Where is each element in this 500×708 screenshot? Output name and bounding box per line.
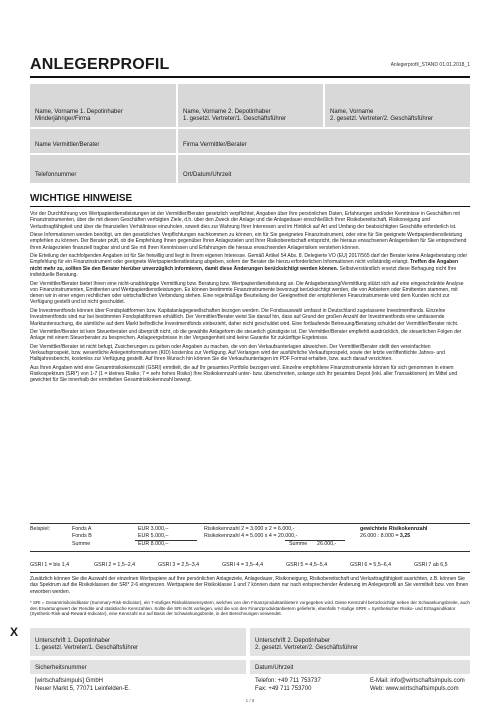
paragraph: Vor der Durchführung von Wertpapierdienstleistungen ist der Vermittler/Berater gesetzlich verpflichtet, Angaben über Ihre persönlichen Daten, Erfahrungen und/oder Kenntnisse in Geschäften mit Finanzinstrumenten, über die mit diesen Geschäften verfolgten Ziele, d.h. über den Zweck der Anlage und die Anlagedauer einschließlich Ihrer Risikobereitschaft, Risikoneigung und Verlusttragfähigkeit und über die finanziellen Verhältnisse einzuholen, soweit dies zur Wahrung Ihrer Interessen und im Hinblick auf Art und Umfang der beabsichtigten Geschäfte erforderlich ist. [30,211,460,230]
field-depotinhaber-1[interactable] [30,84,176,127]
email-link[interactable]: E-Mail: info@wirtschaftsimpuls.com [370,678,465,684]
fonds-b-amount: EUR 5.000,– [138,533,169,539]
paragraph: Der Vermittler/Berater ist nicht befugt, Zusicherungen zu geben oder Angaben zu machen, die von den Verkaufsunterlagen abweichen. Der Vermittler/Berater stellt den vereinfachten Verkaufsprospekt, bzw. wesentliche Anlegerinformationen (KID) kostenlos zur Verfügung. Auf Verlangen wird der ausführliche Verkaufsprospekt, sowie der letzte veröffentlichte Jahres- und Halbjahresbericht, kostenlos zur Verfügung gestellt. Auf Ihren Wunsch hin können Sie die Verkaufsunterlagen im PDF Format erhalten, bzw. auch darauf verzichten. [30,343,445,363]
field-label: Name, Vorname 2. Depotinhaber [183,109,271,115]
sum-amount: EUR 8.000,– [138,541,169,547]
risk-calc-4: Risikokennzahl 4 = 5.000 x 4 = 20.000,- [204,533,298,539]
example-label: Beispiel: [30,526,51,532]
field-ort-datum[interactable] [178,155,470,183]
field-sublabel: 2. gesetzl. Vertreter/2. Geschäftsführer [330,116,434,122]
gsri-item: GSRI 2 = 1,5–2,4 [94,562,136,568]
paragraph: Der Vermittler/Berater ist kein Steuerberater und überprüft nicht, ob die gewählte Anlageform die steuerlich günstigste ist. Der Vermittler/Berater empfiehlt ausdrücklich, die steuerlichen Folgen der Anlage mit einem Steuerberater zu besprechen. Anlageergebnisse in der Vergangenheit sind keine Garantie für zukünftige Ergebnisse. [30,328,462,342]
gsri-item: GSRI 1 = bis 1,4 [30,562,70,568]
divider [30,523,470,524]
field-label: Name, Vorname [330,109,374,115]
footer-phone-block [255,677,321,693]
title-divider [30,76,470,78]
gsri-item: GSRI 7 ab 6,5 [414,562,448,568]
fonds-b-label: Fonds B [72,533,92,539]
field-vermittler-name[interactable] [30,129,176,153]
field-label: Name, Vorname 1. Depotinhaber [35,109,123,115]
summe-label: Summe [72,541,91,547]
field-label: Sicherheitsnummer [35,665,87,671]
field-label: Unterschrift 2. Depotinhaber [255,638,331,644]
signature-field-1[interactable] [30,628,246,656]
paragraph: Aus Ihren Angaben wird eine Gesamtrisikokennzahl (GSRI) ermittelt, die auf Ihr gesamtes Portfolio bezogen wird. Einzelne empfohlene Finanzinstrumente können für sich genommen in einem Risikospektrum (SRI*) von 1-7 (1 = kleines Risiko; 7 = sehr hohes Risiko) Ihre Risikokennzahl unter- bzw. überschreiten, solange sich Ihr gesamtes Depot (inkl. aller Transaktionen) im Mittel und gewichtet für Sie innerhalb der ermittelten Gesamtrisikokennzahl bewegt. [30,364,458,384]
field-vermittler-firma[interactable] [178,129,470,153]
field-depotinhaber-2[interactable] [178,84,323,127]
fonds-a-amount: EUR 3.000,– [138,526,169,532]
company-address: Neuer Markt 5, 77071 Leinfelden-E. [35,686,131,692]
section-title: WICHTIGE HINWEISE [30,193,133,204]
field-label: Firma Vermittler/Berater [183,142,247,148]
field-sublabel: 1. gesetzl. Vertreter/1. Geschäftsführer [35,645,139,651]
after-body [30,576,470,597]
weighted-title: gewichtete Risikokennzahl [360,526,428,532]
footnote-text: * SRI = Gesamtrisikoindikator (Summary-Risk-Indicator), ein 7-stufiges Risikoklassensystem, welches von den Finanzproduktanbietern vorgegeben wird. Diese Kennzahl berücksichtigt neben der Schwankungsbreite, auch den Erwartungswert der Rendite und statistische Kennzahlen. Sollte die SRI nicht vorliegen, wird die von den Finanzproduktanbietern gelieferte, ebenfalls 7-stufige SRRI = Synthetischer Risiko- und Ertragsindikator (Synthetic-Risk-and-Reward-Indicator), eine Kennzahl nur auf Basis der Schwankungsbreite, in den Berechnungen verwendet. [30,600,470,617]
footnote [30,600,470,619]
page-title: ANLEGERPROFIL [30,56,170,73]
paragraph: Der Vermittler/Berater bietet Ihnen eine nicht-unabhängige Vermittlung bzw. Beratung bzw. Wertpapierdienstleistung an. Die Anlageberatung/Vermittlung stützt sich auf eine eingeschränkte Analyse von Finanzinstrumenten, Emittenten und Wertpapierdienstleistungen. Es können bestimmte Finanzinstrumente bevorzugt berücksichtigt werden, die von Anbietern oder Emittenten stammen, mit denen wir in einer engen rechtlichen oder wirtschaftlichen Verbindung stehen. Eine regelmäßige Beurteilung der Geeignetheit der empfohlenen Finanzinstrumente wird dem Kunden nicht zur Verfügung gestellt und ist nicht geschuldet. [30,280,464,306]
gsri-item: GSRI 4 = 3,5–4,4 [222,562,264,568]
gsri-item: GSRI 5 = 4,5–5,4 [286,562,328,568]
paragraph: Diese Informationen werden benötigt, um den gesetzlichen Verpflichtungen nachkommen zu können, ein für Sie geeignetes Finanzinstrument, oder eine für Sie geeignete Wertpapierdienstleistung empfehlen zu können. Der Berater prüft, ob die Empfehlung Ihnen gegenüber Ihren Anlagezielen und Ihrer Risikobereitschaft entspricht, die hieraus erwachsenen Anlagerisiken für Sie entsprechend Ihren Anlagezielen finanziell tragbar sind und Sie mit Ihren Kenntnissen und Erfahrungen die hieraus erwachsenden Anlagerisiken verstehen können. [30,232,467,251]
footer-company-block [35,677,130,693]
field-label: Telefonnummer [35,172,77,178]
company-name: [wirtschaftsimpuls] GmbH [35,678,104,684]
phone: Telefon: +49 711 753737 [255,678,321,684]
page-number: 1 / 8 [245,698,255,703]
field-label: Name Vermittler/Berater [35,142,100,148]
field-sublabel: Minderjähriger/Firma [35,116,91,122]
paragraph: Zusätzlich können Sie die Auswahl der einzelnen Wertpapiere auf Ihre persönlichen Anlageziele, Anlagedauer, Risikoneigung, Risikobereitschaft und Verlusttragfähigkeit ausrichten, z.B. können Sie das Spektrum auf die Risikoklassen der SRI* 2-6 eingrenzen. Wertpapiere der Risikoklasse 1 und 7 können dann nur nach entsprechender Änderung im Anlegerprofil an Sie vermittelt bzw. von Ihnen erworben werden. [30,576,469,595]
section-divider [30,206,470,207]
divider [30,551,470,552]
risk-calc-2: Risikokennzahl 2 = 3.000 x 2 = 6.000,- [204,526,295,532]
signature-mark: X [10,625,19,639]
footer-web-block [370,677,465,693]
signature-field-2[interactable] [250,628,470,656]
gsri-item: GSRI 3 = 2,5–3,4 [158,562,200,568]
hints-body [30,211,470,386]
field-sublabel: 1. gesetzl. Vertreter/1. Geschäftsführer [183,116,287,122]
summe-label-2: Summe [289,541,308,547]
field-label: Unterschrift 1. Depotinhaber [35,638,111,644]
gsri-item: GSRI 6 = 5,5–6,4 [350,562,392,568]
field-label: Ort/Datum/Uhrzeit [183,172,232,178]
version-label: Anlegerprofil_STAND 01.01.2018_1 [390,62,470,68]
weighted-calc: 26.000 : 8.000 = 3,25 [360,533,411,539]
web-link[interactable]: Web: www.wirtschaftsimpuls.com [370,686,459,692]
divider [30,572,470,573]
fonds-a-label: Fonds A [72,526,92,532]
fax: Fax: +49 711 753700 [255,686,312,692]
field-datum-uhrzeit[interactable] [250,660,470,674]
field-telefonnummer[interactable] [30,155,176,183]
paragraph: Die Erteilung der nachfolgenden Angaben ist für Sie freiwillig und liegt in Ihrem eigenen Interesse. Gemäß Artikel 54 Abs. 8. Delegierte VO (EU) 2017/565 darf der Berater keine Anlageberatung oder Empfehlung für ein Finanzinstrument oder geeignete Wertpapierdienstleistung abgeben, sofern der Berater die hierzu erforderlichen Informationen nicht vollständig erlangt. Treffen die Angaben nicht mehr zu, sollten Sie den Berater hierüber unverzüglich informieren, damit diese Änderungen berücksichtigt werden können. Selbstverständlich ersetzt diese Befragung nicht Ihre individuelle Beratung. [30,253,468,279]
sum-value: 26.000,- [317,541,337,547]
field-sublabel: 2. gesetzl. Vertreter/2. Geschäftsführer [255,645,359,651]
document-page [10,0,470,708]
field-label: Datum/Uhrzeit [255,665,294,671]
field-vertreter-2[interactable] [325,84,470,127]
field-sicherheitsnummer[interactable] [30,660,246,674]
paragraph: Die Investmentfonds können über Fondsplattformen bzw. Kapitalanlagegesellschaften bezogen werden. Die Fondsauswahl umfasst in Deutschland zugelassene Investmentfonds. Einzelne Investmentfonds sind nur bei bestimmten Fondsplattformen erhältlich. Der Vermittler/Berater weist Sie darauf hin, dass auf Grund der großen Anzahl der Investmentfonds eine umfassende Marktuntersuchung, die sämtliche auf dem Markt befindliche Investmentfonds einbezieht, daher nicht geschuldet wird. Eine fortlaufende Betreuung/Beratung schuldet der Vermittler/Berater nicht. [30,307,459,327]
